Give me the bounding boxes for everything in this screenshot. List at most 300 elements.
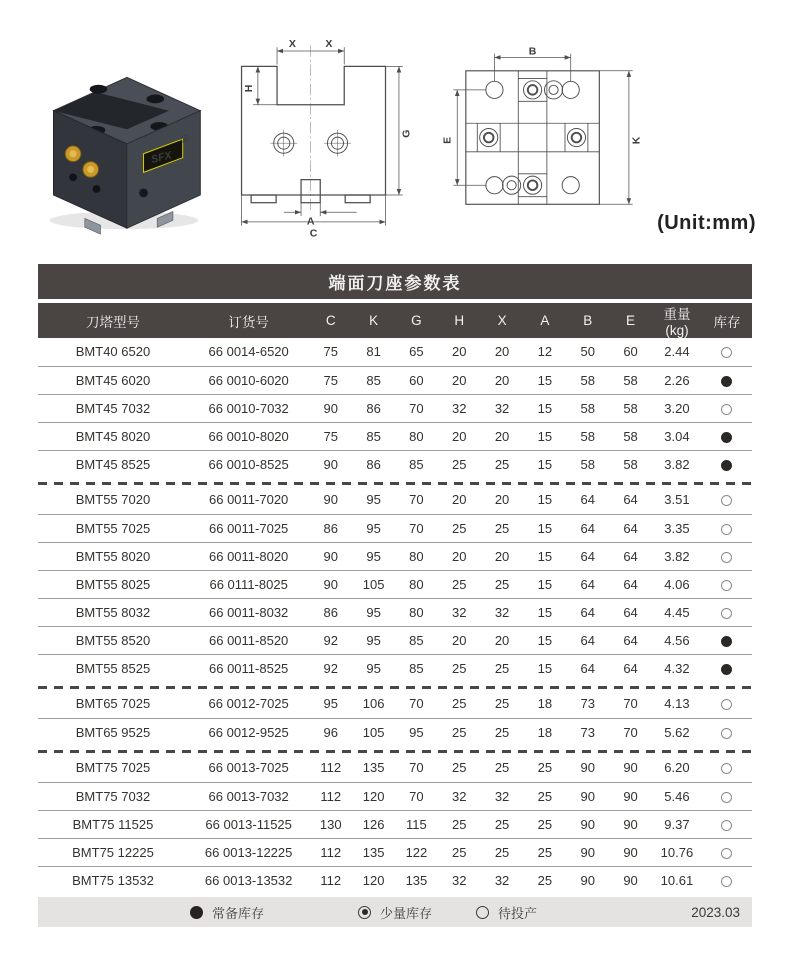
- col-header-weight: 重量(kg): [652, 303, 702, 338]
- dim-c-cell: 90: [323, 456, 338, 472]
- logo-text: SFX: [149, 149, 174, 167]
- table-row: [38, 690, 752, 718]
- dim-g-cell: 60: [395, 366, 438, 394]
- legend-item-regular-stock: [190, 897, 264, 927]
- top-view-drawing: [442, 44, 647, 233]
- dim-b-cell: 58: [580, 456, 595, 472]
- weight-cell: 10.76: [652, 838, 702, 866]
- model-cell: BMT75 7025: [38, 754, 188, 782]
- dim-h-cell: 20: [438, 422, 481, 450]
- dim-k-cell: 120: [362, 872, 385, 888]
- order-cell: 66 0011-7025: [188, 514, 309, 542]
- group-separator: [38, 746, 752, 754]
- stock-cell: [702, 838, 752, 866]
- model-cell: BMT75 7032: [38, 782, 188, 810]
- order-cell: 66 0013-13532: [204, 872, 293, 888]
- dim-g-cell: 65: [395, 338, 438, 366]
- weight-cell: 2.44: [652, 338, 702, 366]
- model-cell: BMT55 8525: [75, 660, 151, 676]
- front-view-drawing: [224, 28, 428, 243]
- col-header-x: X: [481, 303, 524, 338]
- dim-g-cell: 70: [395, 782, 438, 810]
- table-row: [38, 866, 752, 894]
- dim-e-cell: 60: [609, 338, 652, 366]
- col-header-order: 订货号: [188, 303, 309, 338]
- dim-k-cell: 106: [352, 690, 395, 718]
- stock-cell: [702, 366, 752, 394]
- stock-empty-circle-icon: [721, 820, 732, 831]
- weight-cell: 3.04: [652, 422, 702, 450]
- stock-cell: [702, 718, 752, 746]
- dim-label-e: E: [442, 136, 454, 144]
- dim-h-cell: 25: [438, 514, 481, 542]
- stock-filled-circle-icon: [721, 432, 732, 443]
- stock-empty-circle-icon: [721, 552, 732, 563]
- dim-a-cell: 25: [523, 838, 566, 866]
- dim-a-cell: 25: [523, 782, 566, 810]
- dim-x-cell: 25: [494, 660, 510, 676]
- dim-c-cell: 112: [309, 838, 352, 866]
- dim-e-cell: 70: [623, 724, 638, 740]
- dim-e-cell: 58: [609, 394, 652, 422]
- stock-cell: [702, 866, 752, 894]
- order-cell: 66 0012-7025: [188, 690, 309, 718]
- dim-h-cell: 25: [452, 456, 467, 472]
- stock-empty-circle-icon: [721, 580, 732, 591]
- legend-item-low-stock: [358, 897, 432, 927]
- dim-a-cell: 15: [523, 394, 566, 422]
- dim-h-cell: 20: [438, 626, 481, 654]
- order-cell: 66 0011-8525: [209, 660, 289, 676]
- dim-a-cell: 25: [537, 872, 553, 888]
- dim-x-cell: 20: [481, 542, 524, 570]
- stock-filled-circle-icon: [721, 376, 732, 387]
- dim-h-cell: 20: [438, 338, 481, 366]
- dim-c-cell: 75: [309, 422, 352, 450]
- header-row: [38, 303, 752, 338]
- order-cell: 66 0011-8020: [188, 542, 309, 570]
- order-cell: 66 0013-7032: [188, 782, 309, 810]
- filled-circle-icon: [190, 906, 203, 919]
- order-cell: 66 0012-9525: [208, 724, 289, 740]
- dim-h-cell: 25: [452, 660, 467, 676]
- dim-g-cell: 70: [395, 754, 438, 782]
- table-title-bar: [38, 264, 752, 299]
- dim-x-cell: 25: [481, 514, 524, 542]
- dim-b-cell: 64: [566, 514, 609, 542]
- dim-x-cell: 32: [481, 598, 524, 626]
- dim-label-x-left: X: [288, 38, 296, 51]
- dim-k-cell: 95: [352, 514, 395, 542]
- weight-cell: 3.51: [652, 486, 702, 514]
- dim-e-cell: 58: [623, 456, 638, 472]
- dim-e-cell: 64: [609, 514, 652, 542]
- order-cell: 66 0011-8520: [188, 626, 309, 654]
- dim-h-cell: 25: [438, 754, 481, 782]
- dim-b-cell: 73: [580, 724, 595, 740]
- model-cell: BMT75 11525: [38, 810, 188, 838]
- dim-g-cell: 135: [405, 872, 428, 888]
- dim-g-cell: 70: [395, 690, 438, 718]
- dim-g-cell: 95: [409, 724, 424, 740]
- dim-b-cell: 64: [580, 660, 595, 676]
- dim-x-cell: 20: [481, 366, 524, 394]
- table-row: [38, 626, 752, 654]
- col-header-g: G: [395, 303, 438, 338]
- dim-h-cell: 20: [438, 542, 481, 570]
- dim-b-cell: 58: [566, 366, 609, 394]
- dim-x-cell: 25: [481, 754, 524, 782]
- dim-k-cell: 86: [352, 394, 395, 422]
- stock-empty-circle-icon: [721, 699, 732, 710]
- weight-cell: 6.20: [652, 754, 702, 782]
- registered-mark: ®: [180, 134, 189, 146]
- stock-filled-circle-icon: [721, 460, 732, 471]
- dim-k-cell: 85: [352, 422, 395, 450]
- col-header-c: C: [309, 303, 352, 338]
- stock-empty-circle-icon: [721, 792, 732, 803]
- dim-label-h: H: [243, 84, 256, 93]
- stock-cell: [702, 486, 752, 514]
- dim-k-cell: 95: [352, 598, 395, 626]
- dim-x-cell: 25: [481, 570, 524, 598]
- table-row: [38, 366, 752, 394]
- stock-cell: [702, 654, 752, 682]
- col-header-stock: 库存: [702, 303, 752, 338]
- dim-label-x-right: X: [325, 38, 333, 51]
- table-row: [38, 810, 752, 838]
- stock-filled-circle-icon: [721, 664, 732, 675]
- stock-empty-circle-icon: [721, 848, 732, 859]
- table-row: [38, 394, 752, 422]
- dim-k-cell: 95: [352, 542, 395, 570]
- stock-empty-circle-icon: [721, 347, 732, 358]
- col-header-k: K: [352, 303, 395, 338]
- dim-e-cell: 64: [609, 626, 652, 654]
- model-cell: BMT65 9525: [75, 724, 151, 740]
- dim-c-cell: 92: [309, 626, 352, 654]
- dim-e-cell: 90: [609, 782, 652, 810]
- col-header-e: E: [609, 303, 652, 338]
- dim-a-cell: 15: [537, 456, 553, 472]
- spec-table: [38, 303, 752, 894]
- order-cell: 66 0013-12225: [188, 838, 309, 866]
- weight-cell: 10.61: [660, 872, 694, 888]
- dim-k-cell: 95: [352, 486, 395, 514]
- dim-x-cell: 32: [494, 872, 510, 888]
- model-cell: BMT45 7032: [38, 394, 188, 422]
- dim-x-cell: 32: [481, 782, 524, 810]
- table-row: [38, 838, 752, 866]
- dim-b-cell: 58: [566, 394, 609, 422]
- dim-c-cell: 92: [323, 660, 338, 676]
- dim-c-cell: 95: [309, 690, 352, 718]
- table-row: [38, 542, 752, 570]
- dim-x-cell: 25: [481, 838, 524, 866]
- weight-cell: 3.82: [664, 456, 690, 472]
- dim-c-cell: 75: [309, 366, 352, 394]
- order-cell: 66 0013-7025: [188, 754, 309, 782]
- order-cell: 66 0010-8020: [188, 422, 309, 450]
- table-row: [38, 654, 752, 682]
- dim-e-cell: 58: [609, 422, 652, 450]
- dim-x-cell: 20: [481, 338, 524, 366]
- order-cell: 66 0010-7032: [188, 394, 309, 422]
- dim-e-cell: 64: [609, 542, 652, 570]
- table-row: [38, 422, 752, 450]
- model-cell: BMT55 8020: [38, 542, 188, 570]
- weight-cell: 3.35: [652, 514, 702, 542]
- dim-b-cell: 50: [566, 338, 609, 366]
- dim-label-k: K: [631, 136, 643, 145]
- dim-label-c: C: [309, 227, 318, 240]
- model-cell: BMT45 8020: [38, 422, 188, 450]
- order-cell: 66 0111-8025: [188, 570, 309, 598]
- stock-cell: [702, 394, 752, 422]
- dim-k-cell: 105: [362, 724, 385, 740]
- model-cell: BMT55 8032: [38, 598, 188, 626]
- spec-table-body: [38, 338, 752, 894]
- dim-a-cell: 15: [523, 366, 566, 394]
- dim-c-cell: 96: [323, 724, 338, 740]
- weight-cell: 5.62: [664, 724, 690, 740]
- dim-b-cell: 90: [580, 872, 595, 888]
- legend-label: 待投产: [498, 905, 538, 921]
- legend-bar: [38, 897, 752, 927]
- dim-g-cell: 85: [409, 456, 424, 472]
- dim-e-cell: 90: [609, 838, 652, 866]
- dim-a-cell: 15: [537, 660, 553, 676]
- weight-cell: 4.06: [652, 570, 702, 598]
- dim-g-cell: 70: [395, 514, 438, 542]
- order-cell: 66 0011-8032: [188, 598, 309, 626]
- legend-label: 少量库存: [380, 905, 433, 921]
- dim-h-cell: 32: [452, 872, 467, 888]
- model-cell: BMT45 6020: [38, 366, 188, 394]
- model-cell: BMT55 7020: [38, 486, 188, 514]
- product-photo: [32, 50, 212, 236]
- dim-k-cell: 81: [352, 338, 395, 366]
- table-row: [38, 598, 752, 626]
- dim-c-cell: 112: [309, 782, 352, 810]
- dim-h-cell: 20: [438, 366, 481, 394]
- table-row: [38, 718, 752, 746]
- dim-g-cell: 80: [395, 570, 438, 598]
- col-header-b: B: [566, 303, 609, 338]
- dim-c-cell: 112: [320, 872, 342, 888]
- dim-e-cell: 58: [609, 366, 652, 394]
- dim-b-cell: 58: [566, 422, 609, 450]
- weight-cell: 2.26: [652, 366, 702, 394]
- dim-e-cell: 90: [609, 754, 652, 782]
- table-row: [38, 514, 752, 542]
- dim-c-cell: 90: [309, 542, 352, 570]
- dim-x-cell: 20: [481, 626, 524, 654]
- dim-b-cell: 90: [566, 810, 609, 838]
- dim-c-cell: 86: [309, 598, 352, 626]
- dim-a-cell: 18: [523, 690, 566, 718]
- empty-circle-icon: [476, 906, 489, 919]
- model-cell: BMT55 8520: [38, 626, 188, 654]
- model-cell: BMT65 7025: [38, 690, 188, 718]
- dim-c-cell: 90: [309, 486, 352, 514]
- dim-k-cell: 126: [352, 810, 395, 838]
- dim-g-cell: 70: [395, 394, 438, 422]
- dim-h-cell: 25: [438, 838, 481, 866]
- stock-empty-circle-icon: [721, 608, 732, 619]
- dim-x-cell: 32: [481, 394, 524, 422]
- dim-c-cell: 112: [309, 754, 352, 782]
- dim-x-cell: 20: [481, 486, 524, 514]
- dim-x-cell: 25: [481, 690, 524, 718]
- dim-b-cell: 64: [566, 570, 609, 598]
- stock-cell: [702, 450, 752, 478]
- stock-empty-circle-icon: [721, 404, 732, 415]
- dim-a-cell: 15: [523, 598, 566, 626]
- weight-cell: 4.45: [652, 598, 702, 626]
- dim-e-cell: 90: [623, 872, 638, 888]
- stock-cell: [702, 514, 752, 542]
- stock-cell: [702, 782, 752, 810]
- dim-h-cell: 20: [438, 486, 481, 514]
- dim-k-cell: 135: [352, 754, 395, 782]
- group-separator: [38, 478, 752, 486]
- dim-a-cell: 15: [523, 626, 566, 654]
- stock-cell: [702, 570, 752, 598]
- dim-e-cell: 64: [609, 486, 652, 514]
- dim-e-cell: 64: [609, 598, 652, 626]
- weight-cell: 4.32: [664, 660, 690, 676]
- dim-a-cell: 18: [537, 724, 553, 740]
- dim-b-cell: 64: [566, 598, 609, 626]
- dim-k-cell: 135: [352, 838, 395, 866]
- model-cell: BMT45 8525: [75, 456, 151, 472]
- unit-label: (Unit:mm): [657, 212, 756, 234]
- page-title: 端面刀座参数表: [328, 274, 462, 293]
- dim-g-cell: 80: [395, 598, 438, 626]
- dim-label-g: G: [400, 129, 413, 138]
- dim-b-cell: 73: [566, 690, 609, 718]
- stock-empty-circle-icon: [721, 763, 732, 774]
- dim-c-cell: 75: [309, 338, 352, 366]
- dim-g-cell: 80: [395, 542, 438, 570]
- dim-b-cell: 90: [566, 838, 609, 866]
- dim-k-cell: 95: [366, 660, 381, 676]
- stock-cell: [702, 542, 752, 570]
- dim-h-cell: 25: [438, 810, 481, 838]
- stock-empty-circle-icon: [721, 876, 732, 887]
- dim-c-cell: 86: [309, 514, 352, 542]
- dim-k-cell: 105: [352, 570, 395, 598]
- dim-x-cell: 25: [494, 724, 510, 740]
- table-row: [38, 338, 752, 366]
- stock-cell: [702, 422, 752, 450]
- dim-c-cell: 90: [309, 570, 352, 598]
- dim-a-cell: 15: [523, 542, 566, 570]
- dim-x-cell: 25: [481, 810, 524, 838]
- dim-a-cell: 15: [523, 422, 566, 450]
- table-row: [38, 782, 752, 810]
- weight-cell: 5.46: [652, 782, 702, 810]
- stock-empty-circle-icon: [721, 495, 732, 506]
- order-cell: 66 0011-7020: [188, 486, 309, 514]
- model-cell: BMT55 7025: [38, 514, 188, 542]
- dim-b-cell: 64: [566, 486, 609, 514]
- table-row: [38, 450, 752, 478]
- dim-c-cell: 130: [309, 810, 352, 838]
- col-header-model: 刀塔型号: [38, 303, 188, 338]
- order-cell: 66 0013-11525: [188, 810, 309, 838]
- dim-label-a: A: [306, 215, 315, 228]
- dotted-circle-icon: [358, 906, 371, 919]
- dim-x-cell: 25: [494, 456, 510, 472]
- dim-e-cell: 70: [609, 690, 652, 718]
- dim-g-cell: 85: [395, 626, 438, 654]
- dim-h-cell: 25: [438, 570, 481, 598]
- stock-cell: [702, 626, 752, 654]
- dim-a-cell: 15: [523, 486, 566, 514]
- dim-b-cell: 64: [566, 626, 609, 654]
- dim-b-cell: 64: [566, 542, 609, 570]
- group-separator: [38, 682, 752, 690]
- dim-k-cell: 85: [352, 366, 395, 394]
- col-header-a: A: [523, 303, 566, 338]
- table-row: [38, 486, 752, 514]
- model-cell: BMT75 13532: [72, 872, 154, 888]
- table-row: [38, 570, 752, 598]
- dim-a-cell: 15: [523, 514, 566, 542]
- dim-a-cell: 25: [523, 810, 566, 838]
- order-cell: 66 0010-6020: [188, 366, 309, 394]
- legend-label: 常备库存: [212, 905, 265, 921]
- weight-cell: 9.37: [652, 810, 702, 838]
- stock-empty-circle-icon: [721, 524, 732, 535]
- dim-e-cell: 64: [609, 570, 652, 598]
- model-cell: BMT55 8025: [38, 570, 188, 598]
- weight-cell: 3.82: [652, 542, 702, 570]
- dim-k-cell: 95: [352, 626, 395, 654]
- model-cell: BMT40 6520: [38, 338, 188, 366]
- dim-g-cell: 70: [395, 486, 438, 514]
- dim-g-cell: 115: [395, 810, 438, 838]
- order-cell: 66 0014-6520: [188, 338, 309, 366]
- dim-a-cell: 15: [523, 570, 566, 598]
- order-cell: 66 0010-8525: [208, 456, 289, 472]
- dim-c-cell: 90: [309, 394, 352, 422]
- stock-cell: [702, 598, 752, 626]
- date-label: 2023.03: [691, 904, 740, 920]
- dim-g-cell: 80: [395, 422, 438, 450]
- legend-item-pending: [476, 897, 537, 927]
- dim-label-b: B: [528, 46, 537, 58]
- stock-filled-circle-icon: [721, 636, 732, 647]
- dim-x-cell: 20: [481, 422, 524, 450]
- stock-cell: [702, 810, 752, 838]
- dim-a-cell: 25: [523, 754, 566, 782]
- dim-g-cell: 85: [409, 660, 424, 676]
- dim-a-cell: 12: [523, 338, 566, 366]
- weight-cell: 3.20: [652, 394, 702, 422]
- stock-cell: [702, 754, 752, 782]
- stock-cell: [702, 690, 752, 718]
- stock-empty-circle-icon: [721, 728, 732, 739]
- dim-b-cell: 90: [566, 782, 609, 810]
- dim-h-cell: 32: [438, 782, 481, 810]
- dim-e-cell: 90: [609, 810, 652, 838]
- dim-h-cell: 32: [438, 394, 481, 422]
- dim-k-cell: 120: [352, 782, 395, 810]
- stock-cell: [702, 338, 752, 366]
